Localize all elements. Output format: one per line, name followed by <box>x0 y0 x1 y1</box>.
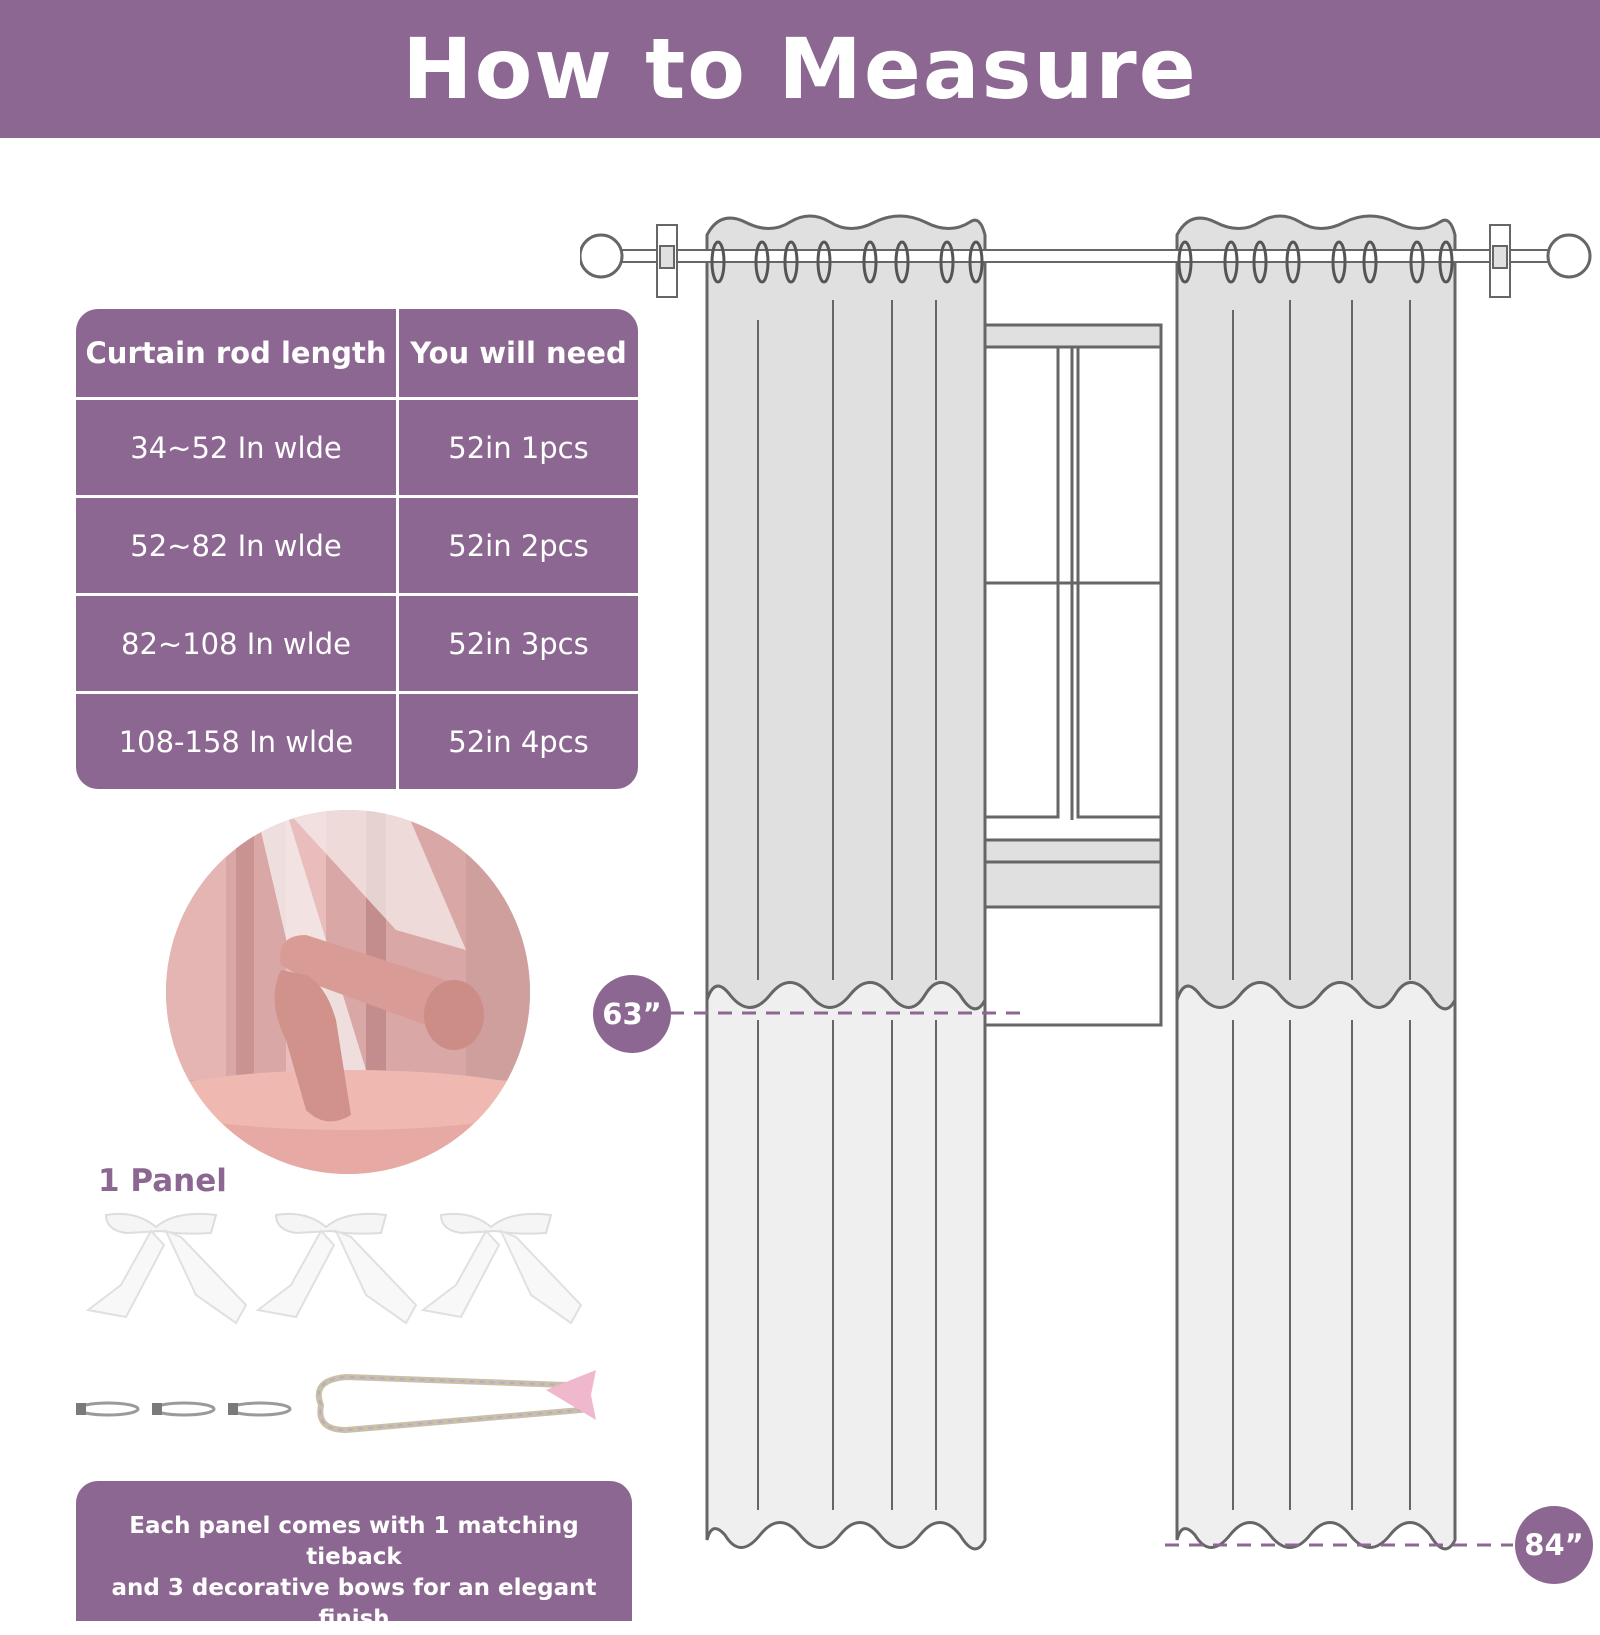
page-title: How to Measure <box>402 20 1198 118</box>
product-detail-photo <box>166 810 530 1174</box>
safety-pin-icon <box>76 1403 138 1415</box>
safety-pin-icon <box>228 1403 290 1415</box>
column-header-you-will-need: You will need <box>398 309 639 399</box>
measurement-badge-84: 84” <box>1515 1506 1593 1584</box>
table-row <box>76 399 638 497</box>
panel-label: 1 Panel <box>98 1163 227 1199</box>
table-cell-quantity: 52in 1pcs <box>398 399 639 497</box>
table-header-row <box>76 309 638 399</box>
bow-icon <box>423 1214 581 1323</box>
tieback-cord-icon <box>319 1370 596 1430</box>
table-cell-rod-length: 108-158 In wlde <box>76 693 398 790</box>
left-curtain-panel <box>707 216 985 1549</box>
size-table <box>76 309 638 789</box>
table-cell-rod-length: 82~108 In wlde <box>76 595 398 693</box>
table-cell-rod-length: 52~82 In wlde <box>76 497 398 595</box>
page-header <box>0 0 1600 138</box>
note-line: Each panel comes with 1 matching tieback <box>129 1513 579 1570</box>
curtain-diagram <box>580 200 1600 1600</box>
table-cell-quantity: 52in 2pcs <box>398 497 639 595</box>
table-cell-quantity: 52in 4pcs <box>448 724 589 759</box>
right-curtain-panel <box>1177 216 1455 1549</box>
note-line: and 3 decorative bows for an elegant finish <box>111 1575 597 1632</box>
bow-icon <box>258 1214 416 1323</box>
table-row <box>76 693 638 790</box>
window-frame <box>983 325 1161 1025</box>
safety-pin-icon <box>152 1403 214 1415</box>
measurement-badge-63: 63” <box>593 975 671 1053</box>
tieback-note <box>76 1481 632 1632</box>
table-cell-rod-length: 34~52 In wlde <box>76 399 398 497</box>
table-row <box>76 595 638 693</box>
column-header-rod-length: Curtain rod length <box>76 309 398 399</box>
table-row <box>76 497 638 595</box>
accessories-illustration <box>76 1205 596 1445</box>
table-cell-quantity: 52in 3pcs <box>398 595 639 693</box>
bow-icon <box>88 1214 246 1323</box>
